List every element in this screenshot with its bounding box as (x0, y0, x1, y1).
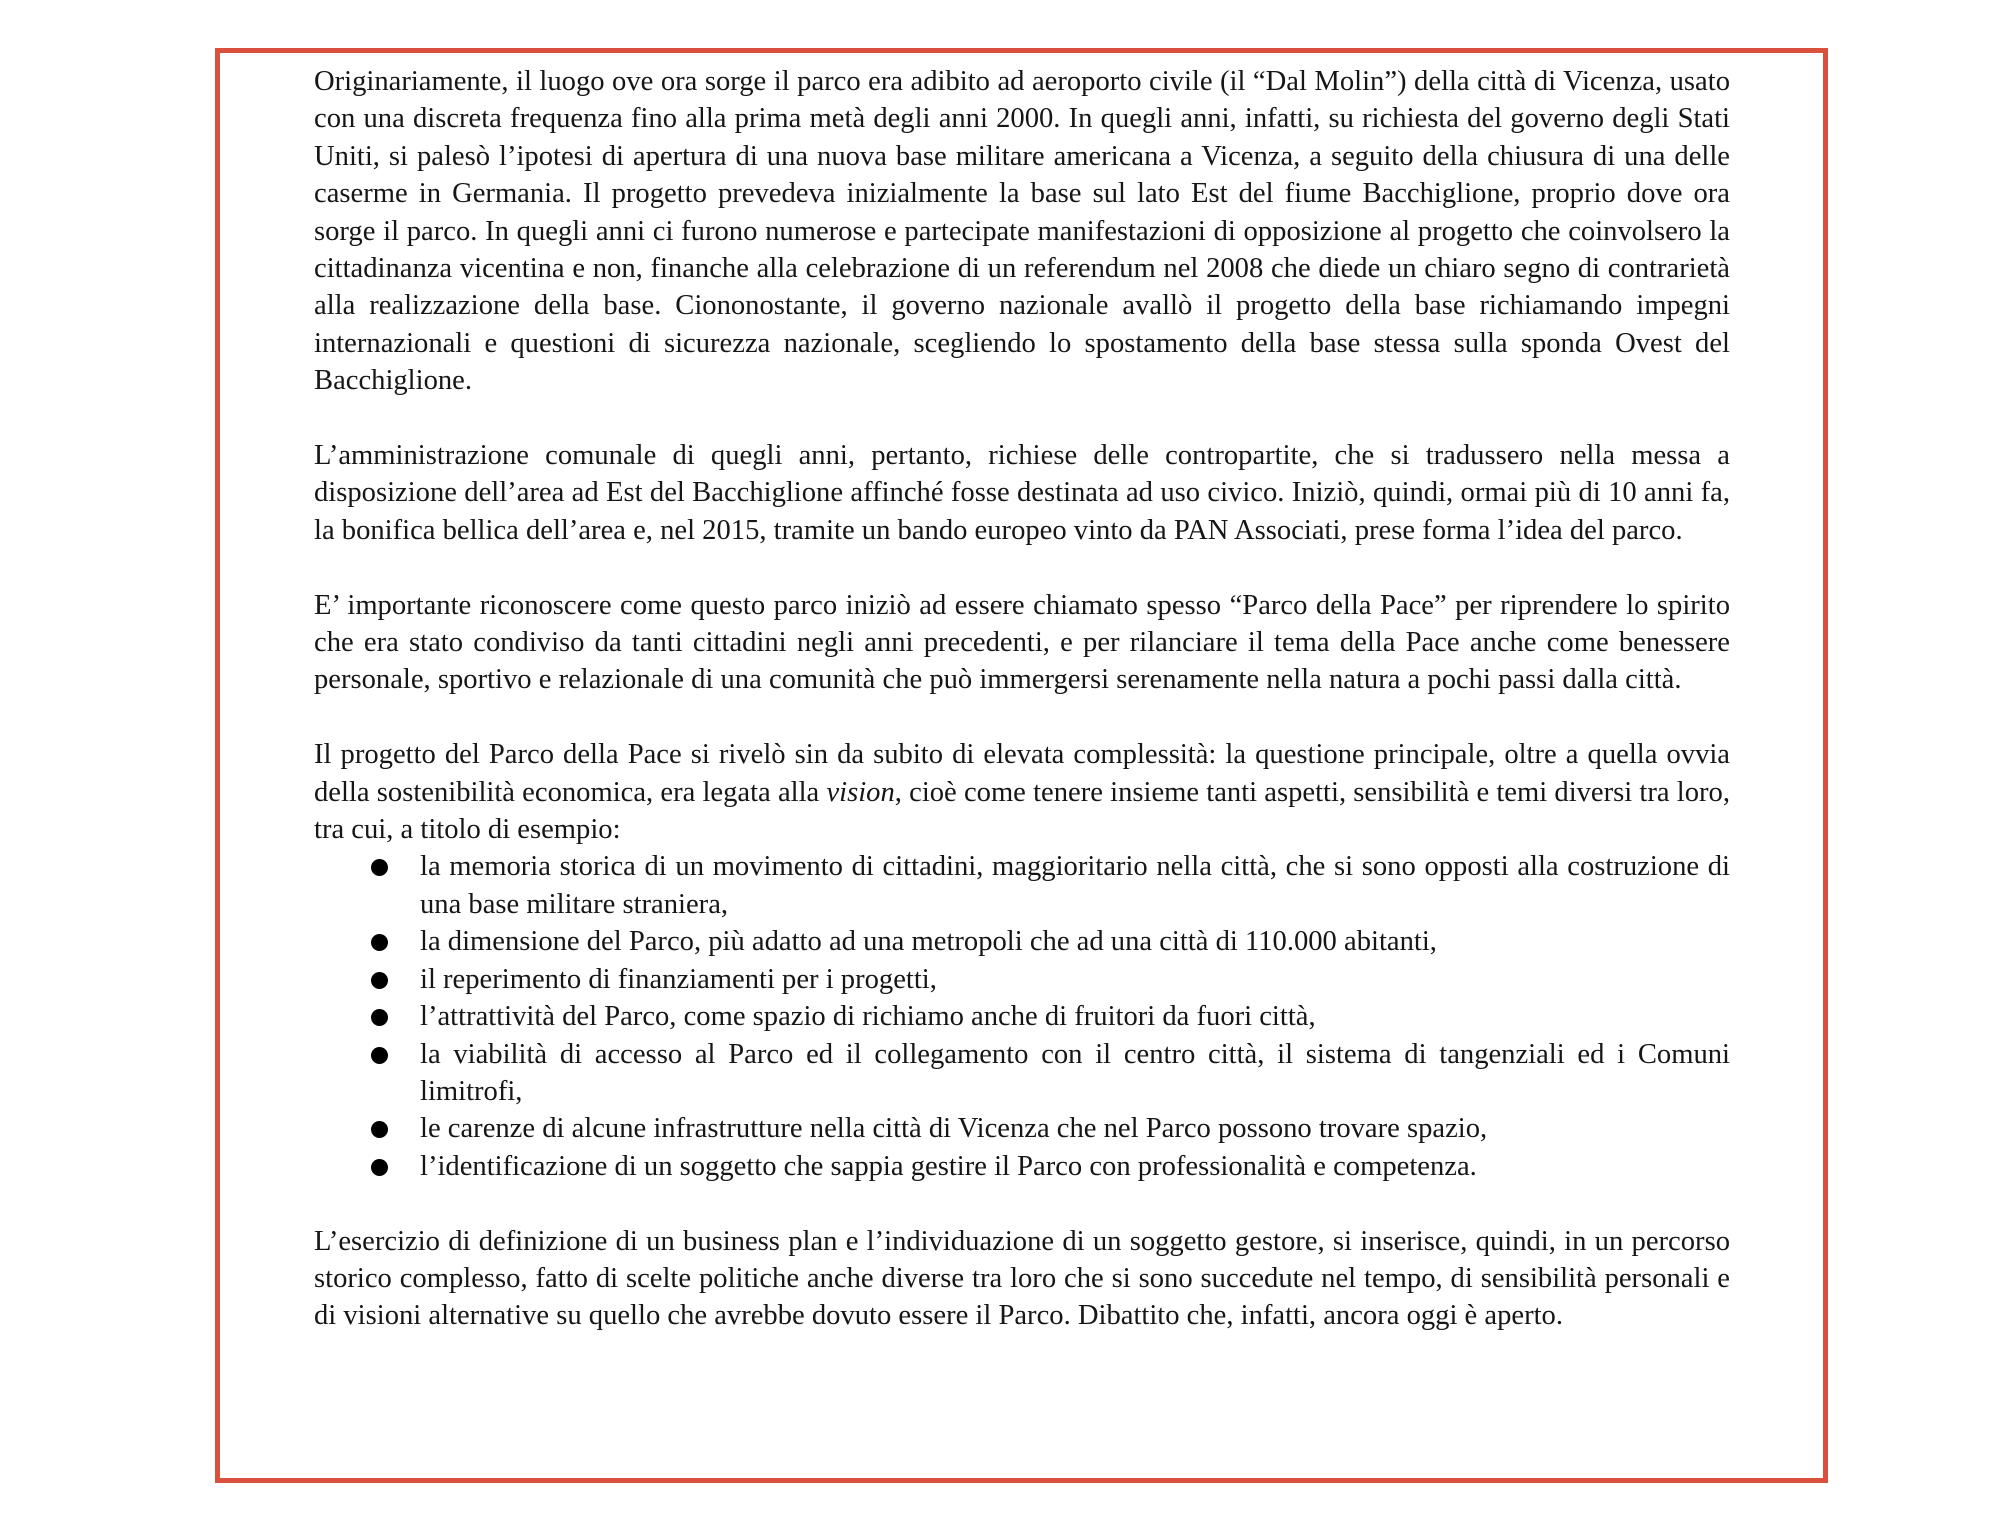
bullet-icon (371, 972, 388, 989)
bullet-icon (371, 1159, 388, 1176)
paragraph-parco-della-pace: E’ importante riconoscere come questo parco iniziò ad essere chiamato spesso “Parco della Pace” per riprendere lo spirito che era stato condiviso da tanti cittadini negli anni precedenti, e per rilanciare il tema della Pace anche come benessere personale, sportivo e relazionale di una comunità che può immergersi serenamente nella natura a pochi passi dalla città. (314, 589, 1730, 696)
list-item (314, 923, 1730, 960)
list-item (314, 1036, 1730, 1111)
vision-term: vision (826, 776, 895, 808)
bullet-icon (371, 859, 388, 876)
list-item (314, 848, 1730, 923)
bullet-icon (371, 1009, 388, 1026)
paragraph-project-complexity-text: Il progetto del Parco della Pace si rivelò sin da subito di elevata complessità: la questione principale, oltre a quella ovvia della sostenibilità economica, era legata alla (314, 739, 1730, 808)
list-item (314, 961, 1730, 998)
list-item-text: il reperimento di finanziamenti per i progetti, (420, 963, 937, 995)
list-item (314, 1110, 1730, 1147)
list-item-text: la viabilità di accesso al Parco ed il collegamento con il centro città, il sistema di tangenziali ed i Comuni limitrofi, (420, 1038, 1730, 1107)
list-item-text: la memoria storica di un movimento di cittadini, maggioritario nella città, che si sono opposti alla costruzione di una base militare straniera, (420, 851, 1730, 920)
document-body (314, 63, 1730, 1335)
bullet-icon (371, 1121, 388, 1138)
list-item-text: la dimensione del Parco, più adatto ad una metropoli che ad una città di 110.000 abitanti, (420, 926, 1437, 958)
list-item (314, 998, 1730, 1035)
list-item-text: le carenze di alcune infrastrutture nella città di Vicenza che nel Parco possono trovare spazio, (420, 1113, 1488, 1145)
list-item-text: l’identificazione di un soggetto che sappia gestire il Parco con professionalità e competenza. (420, 1150, 1477, 1182)
aspects-list (314, 848, 1730, 1185)
list-item-text: l’attrattività del Parco, come spazio di richiamo anche di fruitori da fuori città, (420, 1001, 1316, 1033)
paragraph-origins: Originariamente, il luogo ove ora sorge il parco era adibito ad aeroporto civile (il “Dal Molin”) della città di Vicenza, usato con una discreta frequenza fino alla prima metà degli anni 2000. In quegli anni, infatti, su richiesta del governo degli Stati Uniti, si palesò l’ipotesi di apertura di una nuova base militare americana a Vicenza, a seguito della chiusura di una delle caserme in Germania. Il progetto prevedeva inizialmente la base sul lato Est del fiume Bacchiglione, proprio dove ora sorge il parco. In quegli anni ci furono numerose e partecipate manifestazioni di opposizione al progetto che coinvolsero la cittadinanza vicentina e non, finanche alla celebrazione di un referendum nel 2008 che diede un chiaro segno di contrarietà alla realizzazione della base. Ciononostante, il governo nazionale avallò il progetto della base richiamando impegni internazionali e questioni di sicurezza nazionale, scegliendo lo spostamento della base stessa sulla sponda Ovest del Bacchiglione. (314, 66, 1730, 397)
paragraph-project-complexity-text-end: , cioè come tenere insieme tanti aspetti, sensibilità e temi diversi tra loro, tra cui, a titolo di esempio: (314, 776, 1731, 846)
paragraph-business-plan: L’esercizio di definizione di un business plan e l’individuazione di un soggetto gestore, si inserisce, quindi, in un percorso storico complesso, fatto di scelte politiche anche diverse tra loro che si sono succedute nel tempo, di sensibilità personali e di visioni alternative su quello che avrebbe dovuto essere il Parco. Dibattito che, infatti, ancora oggi è aperto. (314, 1225, 1730, 1332)
paragraph-project-complexity (314, 736, 1730, 848)
bullet-icon (371, 934, 388, 951)
list-item (314, 1148, 1730, 1185)
bullet-icon (371, 1047, 388, 1064)
paragraph-administration: L’amministrazione comunale di quegli anni, pertanto, richiese delle contropartite, che si tradussero nella messa a disposizione dell’area ad Est del Bacchiglione affinché fosse destinata ad uso civico. Iniziò, quindi, ormai più di 10 anni fa, la bonifica bellica dell’area e, nel 2015, tramite un bando europeo vinto da PAN Associati, prese forma l’idea del parco. (314, 440, 1730, 546)
